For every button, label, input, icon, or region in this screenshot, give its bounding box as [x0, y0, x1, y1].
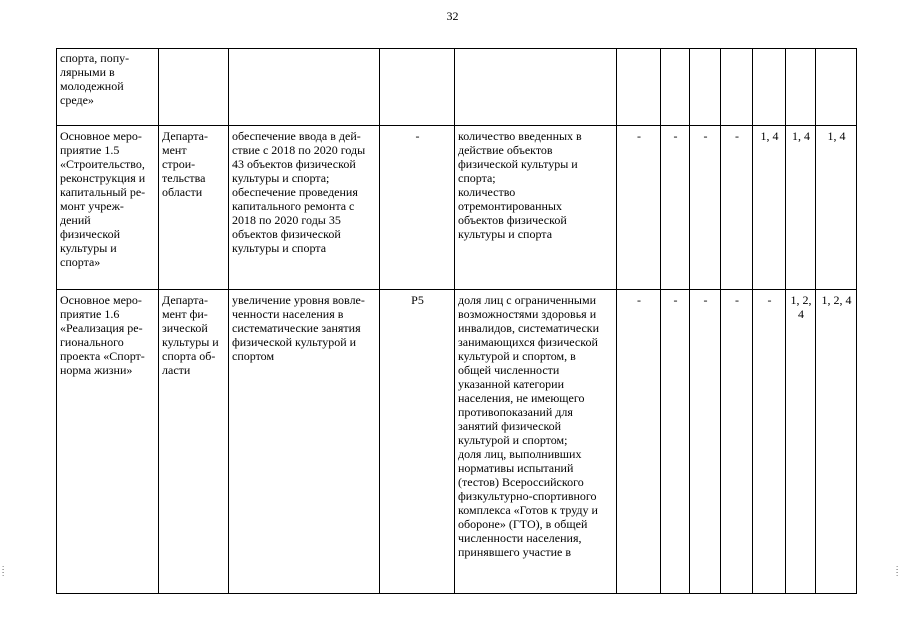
- responsible-executor-cell: [159, 49, 229, 126]
- value-cell: -: [617, 126, 661, 290]
- value-cell: 1, 4: [786, 126, 816, 290]
- value-cell: [753, 49, 786, 126]
- value-cell: [617, 49, 661, 126]
- activity-name-cell: спорта, попу- лярными в молодежной среде»: [57, 49, 159, 126]
- value-cell: 1, 2, 4: [786, 290, 816, 594]
- value-cell: -: [721, 290, 753, 594]
- project-code-cell: -: [380, 126, 455, 290]
- project-code-cell: Р5: [380, 290, 455, 594]
- value-cell: -: [661, 290, 690, 594]
- activity-name-cell: Основное меро- приятие 1.5 «Строительство, реконструкция и капитальный ре- монт учреж- дений физической культуры и спорта»: [57, 126, 159, 290]
- indicator-cell: [455, 49, 617, 126]
- program-activities-table: [56, 48, 857, 594]
- value-cell: -: [753, 290, 786, 594]
- value-cell: [786, 49, 816, 126]
- value-cell: [661, 49, 690, 126]
- value-cell: -: [617, 290, 661, 594]
- expected-result-cell: увеличение уровня вовле- ченности населения в систематические занятия физической культурой и спортом: [229, 290, 380, 594]
- value-cell: 1, 4: [753, 126, 786, 290]
- scan-edge-mark-right: : : :: [896, 563, 899, 578]
- table-row: [57, 49, 857, 126]
- value-cell: 1, 2, 4: [816, 290, 857, 594]
- value-cell: -: [690, 126, 721, 290]
- scan-edge-mark-left: : : :: [2, 563, 5, 578]
- table-row: [57, 126, 857, 290]
- responsible-executor-cell: Департа- мент строи- тельства области: [159, 126, 229, 290]
- value-cell: -: [690, 290, 721, 594]
- activity-name-cell: Основное меро- приятие 1.6 «Реализация ре- гионального проекта «Спорт- норма жизни»: [57, 290, 159, 594]
- value-cell: [721, 49, 753, 126]
- value-cell: [816, 49, 857, 126]
- expected-result-cell: обеспечение ввода в дей- ствие с 2018 по 2020 годы 43 объектов физической культуры и спорта; обеспечение проведения капитального ремонта с 2018 по 2020 годы 35 объектов физической культуры и спорта: [229, 126, 380, 290]
- value-cell: -: [721, 126, 753, 290]
- responsible-executor-cell: Департа- мент фи- зической культуры и спорта об- ласти: [159, 290, 229, 594]
- expected-result-cell: [229, 49, 380, 126]
- page-number: 32: [446, 9, 459, 23]
- value-cell: -: [661, 126, 690, 290]
- value-cell: [690, 49, 721, 126]
- indicator-cell: доля лиц с ограниченными возможностями здоровья и инвалидов, систематически занимающихся физической культурой и спортом, в общей численности указанной категории населения, не имеющего противопоказаний для занятий физической культурой и спортом; доля лиц, выполнивших нормативы испытаний (тестов) Всероссийского физкультурно-спортивного комплекса «Готов к труду и обороне» (ГТО), в общей численности населения, принявшего участие в: [455, 290, 617, 594]
- table-row: [57, 290, 857, 594]
- project-code-cell: [380, 49, 455, 126]
- indicator-cell: количество введенных в действие объектов физической культуры и спорта; количество отремонтированных объектов физической культуры и спорта: [455, 126, 617, 290]
- value-cell: 1, 4: [816, 126, 857, 290]
